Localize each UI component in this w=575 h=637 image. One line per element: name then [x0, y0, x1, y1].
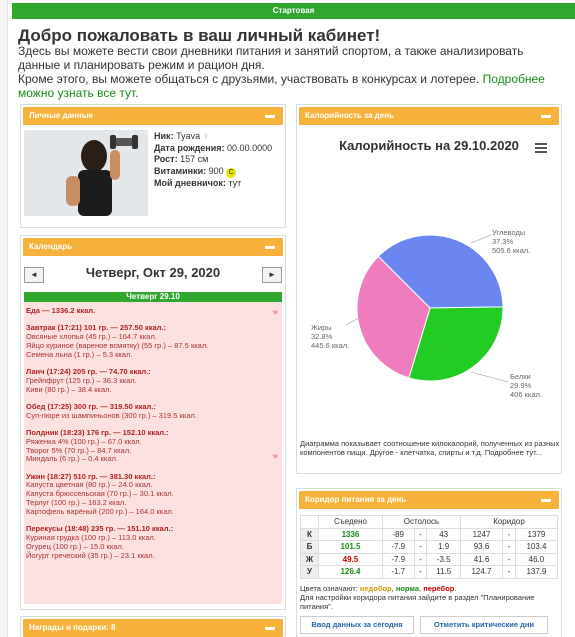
col-corridor: Коридор [460, 516, 557, 529]
day-header: Четверг 29.10 [24, 292, 282, 302]
meal-header[interactable]: Ужин (18:27) 510 гр. — 381.30 ккал.: [26, 471, 156, 481]
vitamin-c-icon: C [226, 168, 236, 178]
profile-dob: 00.00.0000 [227, 142, 273, 153]
more-info-link[interactable]: Подробнее можно узнать все тут [18, 72, 545, 100]
edit-hand-icon[interactable]: ☚ [270, 308, 278, 317]
prev-day-button[interactable]: ◄ [24, 267, 44, 283]
calendar-nav [22, 263, 284, 285]
meal-block [24, 403, 282, 429]
meal-block [24, 324, 282, 368]
day-food-list [24, 302, 282, 604]
legend-norm: норма [395, 584, 420, 593]
profile-vitamins-row: Витаминки: 900 C [154, 166, 272, 178]
pie-label-fat [311, 323, 349, 350]
meal-block [24, 525, 282, 569]
corridor-left-min: -89 [382, 528, 414, 541]
meal-item: Семена льна (1 гр.) – 5.3 ккал. [26, 349, 133, 359]
corridor-eaten: 101.5 [319, 541, 383, 554]
mark-critical-days-button[interactable]: Отметить критические дни [420, 616, 548, 634]
corridor-dash: - [414, 566, 427, 579]
input-today-button[interactable]: Ввод данных за сегодня [300, 616, 414, 634]
meal-item: Терлуг (100 гр.) – 163.2 ккал. [26, 498, 127, 508]
chart-menu-icon[interactable] [535, 143, 547, 153]
pie-label-protein-kcal: 406 ккал. [510, 390, 542, 399]
pie-label-carbs-name: Углеводы [492, 228, 526, 237]
profile-dob-row: Дата рождения: 00.00.0000 [154, 142, 273, 153]
corridor-left-min: -7.9 [382, 541, 414, 554]
day-total[interactable]: Еда — 1336.2 ккал. [26, 306, 96, 315]
meal-item: Грейпфрут (125 гр.) – 36.3 ккал. [26, 375, 137, 385]
corridor-max: 103.4 [515, 541, 557, 554]
corridor-left-max: 11.5 [427, 566, 461, 579]
profile-info [154, 131, 272, 189]
corridor-row [301, 566, 558, 579]
meal-item: Киви (80 гр.) – 38.4 ккал. [26, 384, 112, 394]
page-title: Добро пожаловать в ваш личный кабинет! [18, 26, 381, 45]
minimize-icon[interactable]: ▬ [265, 241, 275, 252]
meal-item: Картофель варёный (200 гр.) – 164.0 ккал. [26, 506, 174, 516]
meal-list [24, 324, 282, 569]
pie-label-fat-name: Жиры [311, 323, 332, 332]
meal-header[interactable]: Перекусы (18:48) 235 гр. — 151.10 ккал.: [26, 524, 174, 534]
awards-panel-header[interactable] [21, 617, 285, 637]
corridor-panel-header[interactable] [297, 489, 561, 511]
pie-label-protein-percent: 29.9% [510, 381, 532, 390]
meal-item: Ряженка 4% (100 гр.) – 67.0 ккал. [26, 436, 142, 446]
meal-header[interactable]: Завтрак (17:21) 101 гр. — 257.50 ккал.: [26, 323, 167, 333]
corridor-panel-title: Коридор питания за день [305, 495, 407, 504]
awards-panel [20, 616, 286, 637]
corridor-row [301, 553, 558, 566]
meal-header[interactable]: Полдник (18:23) 176 гр. — 152.10 ккал.: [26, 427, 169, 437]
intro-paragraph-1: Здесь вы можете вести свои дневники питания и занятий спортом, а также анализировать данные и планировать режим и рацион дня. [18, 44, 524, 72]
topbar-home-label[interactable]: Стартовая [272, 6, 315, 15]
intro-text [18, 44, 568, 100]
next-day-button[interactable]: ► [262, 267, 282, 283]
legend-note: Для настройки коридора питания зайдите в раздел "Планирование питания". [300, 593, 535, 611]
profile-panel-header[interactable] [21, 105, 285, 127]
pie-label-protein [510, 372, 542, 399]
corridor-row-label: У [301, 566, 319, 579]
corridor-min: 93.6 [460, 541, 502, 554]
corridor-eaten: 1336 [319, 528, 383, 541]
meal-item: Яйцо куриное (вареное всмятку) (55 гр.) – 87.5 ккал. [26, 340, 209, 350]
minimize-icon[interactable]: ▬ [265, 622, 275, 633]
corridor-dash: - [414, 541, 427, 554]
corridor-row-label: Б [301, 541, 319, 554]
meal-header[interactable]: Обед (17:25) 300 гр. — 319.50 ккал.: [26, 401, 156, 411]
profile-diary-link[interactable]: тут [228, 177, 242, 188]
avatar[interactable] [24, 130, 148, 216]
calories-panel-header[interactable] [297, 105, 561, 127]
gender-icon: ♀ [202, 131, 210, 141]
meal-item: Йогурт греческий (35 гр.) – 23.1 ккал. [26, 550, 155, 560]
legend-over: перебор [423, 584, 455, 593]
corridor-table-header [301, 516, 558, 529]
calories-panel-title: Калорийность за день [305, 111, 394, 120]
corridor-left-max: 1.9 [427, 541, 461, 554]
corridor-max: 1379 [515, 528, 557, 541]
meal-block [24, 368, 282, 403]
corridor-row [301, 541, 558, 554]
corridor-table [300, 515, 558, 579]
pie-label-protein-name: Белки [510, 372, 531, 381]
corridor-min: 41.6 [460, 553, 502, 566]
meal-item: Огурец (100 гр.) – 15.0 ккал. [26, 541, 124, 551]
profile-vitamins: 900 [208, 165, 224, 176]
corridor-dash: - [414, 553, 427, 566]
corridor-dash: - [503, 541, 516, 554]
corridor-min: 124.7 [460, 566, 502, 579]
meal-item: Суп-пюре из шампиньонов (300 гр.) – 319.5 ккал. [26, 410, 197, 420]
corridor-row [301, 528, 558, 541]
intro-paragraph-2: Кроме этого, вы можете общаться с друзьями, участвовать в конкурсах и лотерее. Подробнее можно узнать все тут. [18, 72, 545, 100]
meal-item: Капуста брюссельская (70 гр.) – 30.1 ккал. [26, 489, 174, 499]
profile-height-row: Рост: 157 см [154, 154, 209, 164]
calendar-date-title: Четверг, Окт 29, 2020 [85, 265, 221, 280]
minimize-icon[interactable]: ▬ [541, 110, 551, 121]
legend-colors-row: Цвета означают: недобор, норма, перебор. [300, 584, 457, 593]
pie-label-carbs-kcal: 505.6 ккал. [492, 246, 531, 255]
edit-hand-icon[interactable]: ☚ [270, 452, 278, 461]
corridor-row-label: К [301, 528, 319, 541]
pie-label-connector [471, 235, 491, 243]
meal-item: Куриная грудка (100 гр.) – 113.0 ккал. [26, 532, 156, 542]
meal-item: Миндаль (6 гр.) – 0.4 ккал. [26, 454, 118, 464]
corridor-row-label: Ж [301, 553, 319, 566]
intro-p2-text: Кроме этого, вы можете общаться с друзьями, участвовать в конкурсах и лотерее. [18, 72, 483, 86]
pie-label-fat-percent: 32.8% [311, 332, 333, 341]
meal-block [24, 429, 282, 473]
profile-nick[interactable]: Tyava [176, 131, 201, 141]
corridor-eaten: 49.5 [319, 553, 383, 566]
left-edge-strip [0, 0, 8, 637]
profile-diary-row: Мой дневничок: тут [154, 177, 242, 188]
corridor-dash: - [503, 566, 516, 579]
top-nav-bar[interactable] [12, 3, 575, 19]
legend-under: недобор [359, 584, 392, 593]
calendar-panel-header[interactable] [21, 236, 285, 258]
profile-nick-row: Ник: Tyava ♀ [154, 131, 210, 141]
col-eaten: Съедено [319, 516, 383, 529]
corridor-dash: - [503, 553, 516, 566]
profile-panel-title: Личные данные [29, 111, 93, 120]
minimize-icon[interactable]: ▬ [265, 110, 275, 121]
profile-height: 157 см [180, 154, 209, 164]
pie-label-carbs [492, 228, 530, 255]
pie-label-connector [471, 372, 508, 382]
meal-header[interactable]: Ланч (17:24) 205 гр. — 74.70 ккал.: [26, 366, 151, 376]
corridor-dash: - [503, 528, 516, 541]
corridor-max: 137.9 [515, 566, 557, 579]
corridor-legend [300, 584, 560, 611]
pie-label-fat-kcal: 445.6 ккал. [311, 341, 350, 350]
meal-item: Творог 5% (70 гр.) – 84.7 ккал. [26, 445, 132, 455]
minimize-icon[interactable]: ▬ [541, 494, 551, 505]
chart-title: Калорийность на 29.10.2020 [339, 138, 519, 153]
corridor-left-min: -7.9 [382, 553, 414, 566]
corridor-dash: - [414, 528, 427, 541]
pie-label-carbs-percent: 37.3% [492, 237, 514, 246]
corridor-max: 46.0 [515, 553, 557, 566]
corridor-left-max: -3.5 [427, 553, 461, 566]
meal-block [24, 473, 282, 525]
corridor-eaten: 126.4 [319, 566, 383, 579]
corridor-min: 1247 [460, 528, 502, 541]
calendar-panel-title: Календарь [29, 242, 73, 251]
awards-panel-title: Награды и подарки: 8 [29, 623, 116, 632]
corridor-left-min: -1.7 [382, 566, 414, 579]
meal-item: Овсяные хлопья (45 гр.) – 164.7 ккал. [26, 332, 157, 342]
col-left: Остолось [382, 516, 460, 529]
corridor-left-max: 43 [427, 528, 461, 541]
chart-caption: Диаграмма показывает соотношение килокалорий, полученных из разных компонентов пищи. Другое - клетчатка, спирты и т.д. Подробнее тут... [300, 439, 560, 457]
meal-item: Капуста цветная (80 гр.) – 24.0 ккал. [26, 480, 153, 490]
